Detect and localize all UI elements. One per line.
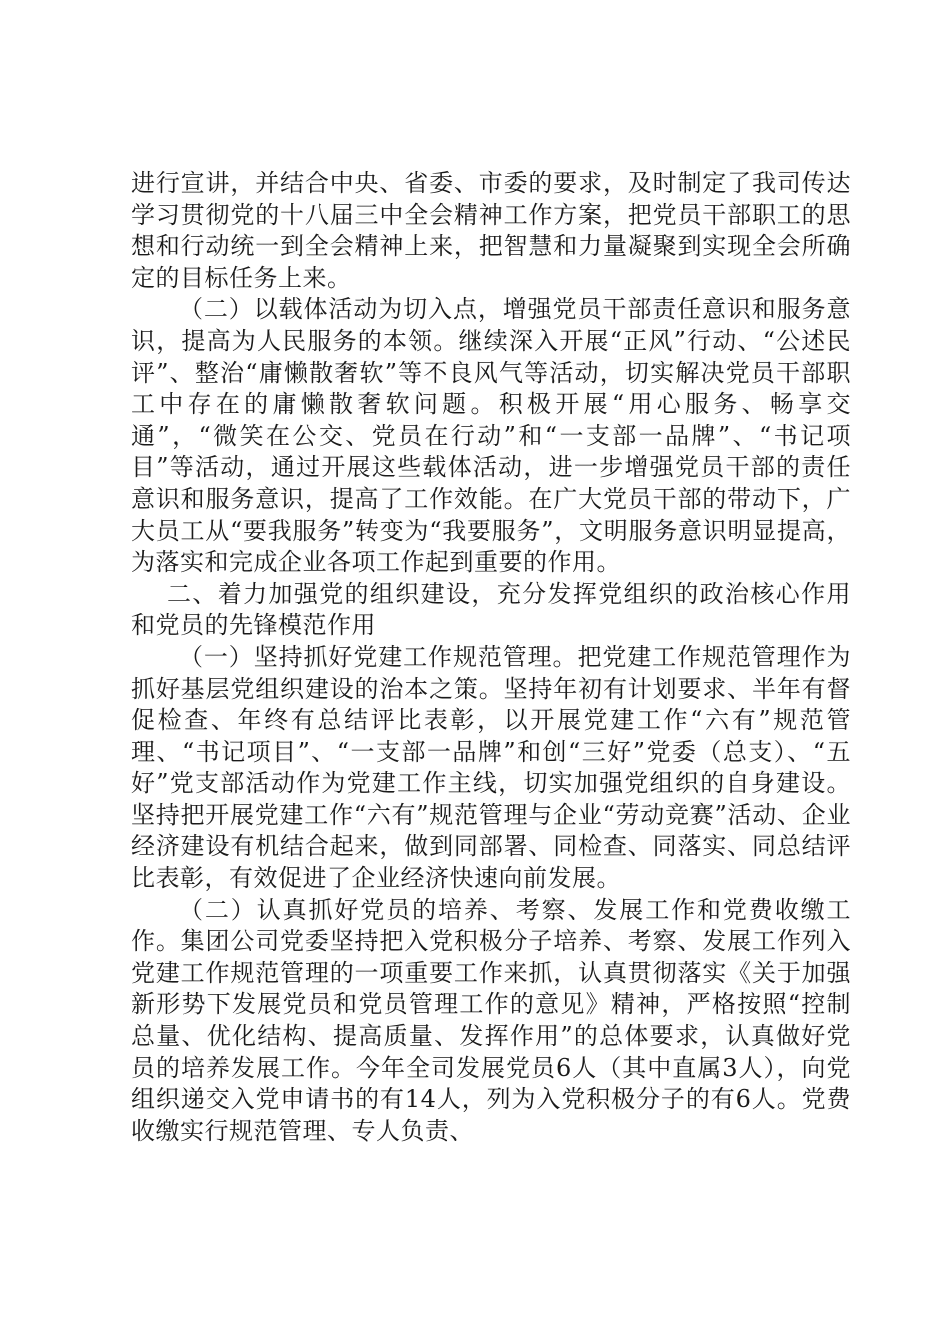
body-paragraph-3: （一）坚持抓好党建工作规范管理。把党建工作规范管理作为抓好基层党组织建设的治本之策。坚持年初有计划要求、半年有督促检查、年终有总结评比表彰，以开展党建工作“六有”规范管理、“书记项目”、“一支部一品牌”和创“三好”党委（总支）、“五好”党支部活动作为党建工作主线，切实加强党组织的自身建设。坚持把开展党建工作“六有”规范管理与企业“劳动竞赛”活动、企业经济建设有机结合起来，做到同部署、同检查、同落实、同总结评比表彰，有效促进了企业经济快速向前发展。 — [131, 642, 851, 893]
document-body — [131, 168, 851, 1147]
section-heading-2: 二、着力加强党的组织建设，充分发挥党组织的政治核心作用和党员的先锋模范作用 — [131, 579, 851, 640]
body-paragraph-1: 进行宣讲，并结合中央、省委、市委的要求，及时制定了我司传达学习贯彻党的十八届三中全会精神工作方案，把党员干部职工的思想和行动统一到全会精神上来，把智慧和力量凝聚到实现全会所确定的目标任务上来。 — [131, 169, 851, 292]
body-paragraph-4: （二）认真抓好党员的培养、考察、发展工作和党费收缴工作。集团公司党委坚持把入党积极分子培养、考察、发展工作列入党建工作规范管理的一项重要工作来抓，认真贯彻落实《关于加强新形势下发展党员和党员管理工作的意见》精神，严格按照“控制总量、优化结构、提高质量、发挥作用”的总体要求，认真做好党员的培养发展工作。今年全司发展党员6人（其中直属3人），向党组织递交入党申请书的有14人，列为入党积极分子的有6人。党费收缴实行规范管理、专人负责、 — [131, 895, 851, 1145]
body-paragraph-2: （二）以载体活动为切入点，增强党员干部责任意识和服务意识，提高为人民服务的本领。继续深入开展“正风”行动、“公述民评”、整治“庸懒散奢软”等不良风气等活动，切实解决党员干部职工中存在的庸懒散奢软问题。积极开展“用心服务、畅享交通”，“微笑在公交、党员在行动”和“一支部一品牌”、“书记项目”等活动，通过开展这些载体活动，进一步增强党员干部的责任意识和服务意识，提高了工作效能。在广大党员干部的带动下，广大员工从“要我服务”转变为“我要服务”，文明服务意识明显提高，为落实和完成企业各项工作起到重要的作用。 — [131, 295, 851, 577]
